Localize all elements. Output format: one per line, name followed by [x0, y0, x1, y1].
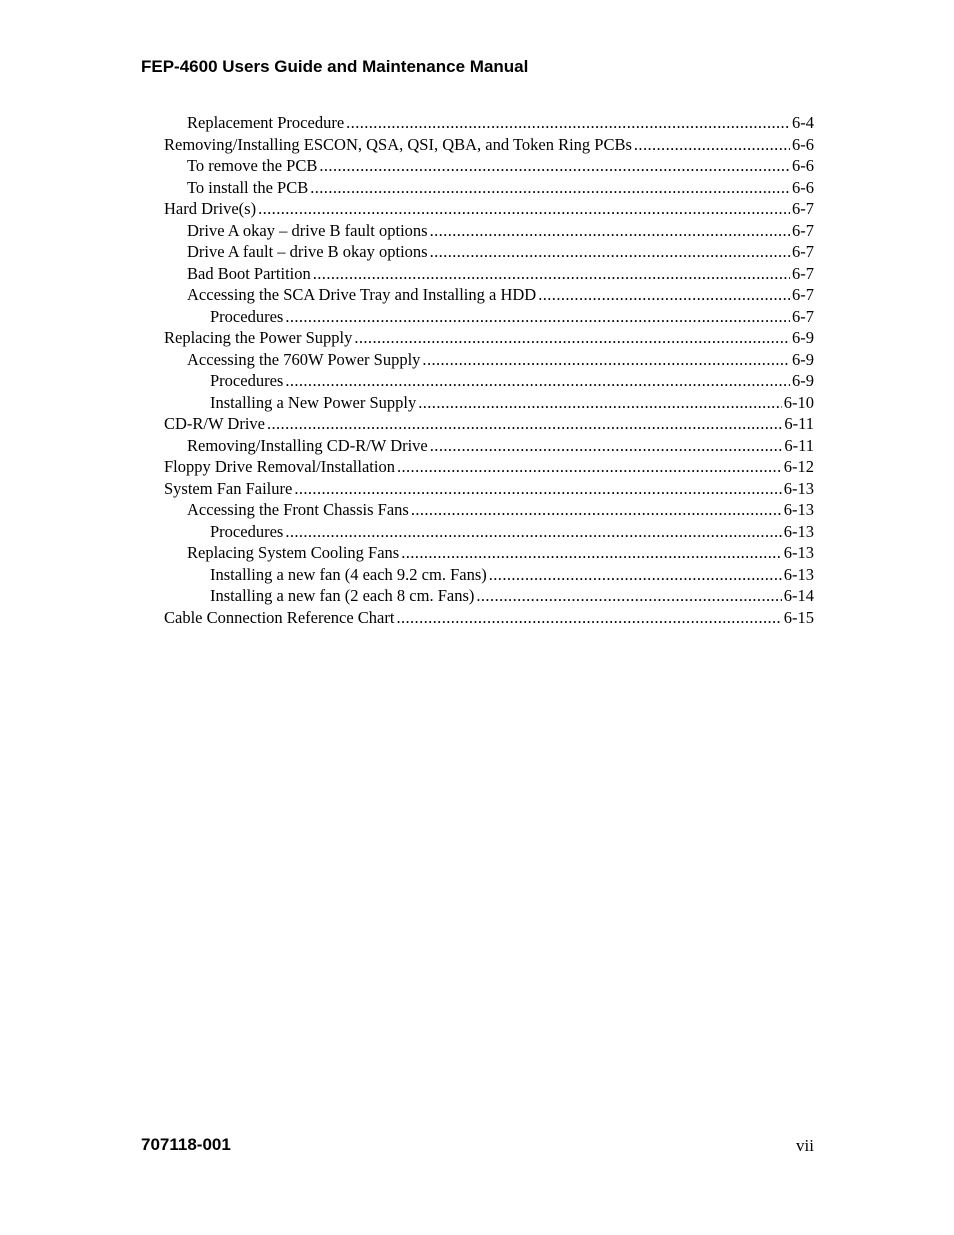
toc-entry-title: Accessing the 760W Power Supply — [187, 349, 421, 369]
toc-entry[interactable] — [164, 542, 814, 564]
toc-entry-title: Accessing the Front Chassis Fans — [187, 500, 409, 519]
toc-entry[interactable] — [164, 177, 814, 199]
toc-leader-dots — [346, 112, 790, 134]
toc-entry-page: 6-9 — [792, 371, 814, 390]
toc-entry-title: CD-R/W Drive — [164, 414, 265, 433]
toc-entry-title: Installing a new fan (4 each 9.2 cm. Fans) — [210, 564, 487, 584]
toc-entry-title: Cable Connection Reference Chart — [164, 607, 395, 627]
toc-leader-dots — [396, 607, 781, 629]
toc-entry-title: Procedures — [210, 306, 284, 326]
toc-leader-dots — [258, 198, 790, 220]
toc-leader-dots — [430, 241, 790, 263]
toc-entry[interactable] — [164, 327, 814, 349]
toc-entry-page: 6-7 — [792, 306, 814, 326]
toc-entry-page: 6-15 — [783, 607, 814, 627]
toc-entry-title: Drive A okay – drive B fault options — [187, 220, 428, 240]
toc-entry-page: 6-6 — [792, 134, 814, 154]
toc-entry-title: To remove the PCB — [187, 156, 318, 175]
toc-entry[interactable] — [164, 349, 814, 371]
toc-entry[interactable] — [164, 220, 814, 242]
toc-entry-page: 6-12 — [783, 457, 814, 476]
toc-entry[interactable] — [164, 370, 814, 392]
toc-leader-dots — [430, 220, 790, 242]
toc-entry-title: Removing/Installing CD-R/W Drive — [187, 435, 428, 455]
toc-entry[interactable] — [164, 198, 814, 220]
toc-entry-page: 6-9 — [792, 328, 814, 347]
toc-entry[interactable] — [164, 241, 814, 263]
toc-entry-title: Replacement Procedure — [187, 113, 345, 132]
toc-entry[interactable] — [164, 134, 814, 156]
toc-entry-title: System Fan Failure — [164, 478, 293, 498]
toc-leader-dots — [401, 542, 782, 564]
toc-entry[interactable] — [164, 521, 814, 543]
toc-entry-page: 6-6 — [792, 156, 814, 175]
toc-entry[interactable] — [164, 263, 814, 285]
toc-leader-dots — [319, 155, 790, 177]
toc-entry[interactable] — [164, 435, 814, 457]
toc-entry-page: 6-7 — [792, 199, 814, 218]
toc-entry-title: Removing/Installing ESCON, QSA, QSI, QBA, and Token Ring PCBs — [164, 134, 632, 154]
toc-leader-dots — [310, 177, 790, 199]
toc-entry-page: 6-13 — [783, 521, 814, 541]
toc-entry-page: 6-7 — [792, 263, 814, 283]
footer-document-number: 707118-001 — [141, 1135, 231, 1154]
toc-leader-dots — [411, 499, 782, 521]
toc-entry[interactable] — [164, 499, 814, 521]
toc-entry-page: 6-11 — [784, 414, 814, 433]
toc-entry[interactable] — [164, 306, 814, 328]
toc-entry[interactable] — [164, 585, 814, 607]
toc-leader-dots — [538, 284, 790, 306]
toc-leader-dots — [634, 134, 790, 156]
toc-leader-dots — [285, 370, 790, 392]
toc-entry-title: Bad Boot Partition — [187, 263, 311, 283]
toc-leader-dots — [285, 306, 790, 328]
toc-entry-page: 6-14 — [783, 586, 814, 605]
toc-entry-page: 6-13 — [783, 543, 814, 562]
toc-entry-title: To install the PCB — [187, 177, 309, 197]
toc-entry-title: Installing a new fan (2 each 8 cm. Fans) — [210, 586, 475, 605]
toc-entry-page: 6-13 — [783, 500, 814, 519]
toc-entry-page: 6-11 — [784, 435, 814, 455]
toc-entry-page: 6-6 — [792, 177, 814, 197]
toc-leader-dots — [489, 564, 782, 586]
toc-leader-dots — [354, 327, 790, 349]
toc-leader-dots — [267, 413, 782, 435]
toc-leader-dots — [418, 392, 782, 414]
toc-entry-title: Drive A fault – drive B okay options — [187, 242, 428, 261]
toc-entry-page: 6-13 — [783, 478, 814, 498]
toc-leader-dots — [294, 478, 781, 500]
toc-entry[interactable] — [164, 112, 814, 134]
table-of-contents — [164, 112, 814, 628]
toc-entry-title: Accessing the SCA Drive Tray and Installing a HDD — [187, 285, 537, 304]
toc-entry-page: 6-10 — [783, 392, 814, 412]
toc-leader-dots — [397, 456, 782, 478]
toc-leader-dots — [422, 349, 790, 371]
toc-entry[interactable] — [164, 155, 814, 177]
toc-leader-dots — [285, 521, 781, 543]
toc-entry-title: Floppy Drive Removal/Installation — [164, 457, 395, 476]
toc-entry-page: 6-9 — [792, 349, 814, 369]
toc-entry-title: Hard Drive(s) — [164, 199, 257, 218]
toc-entry[interactable] — [164, 392, 814, 414]
toc-entry-title: Replacing System Cooling Fans — [187, 543, 400, 562]
toc-entry[interactable] — [164, 564, 814, 586]
toc-entry-page: 6-7 — [792, 285, 814, 304]
toc-entry-page: 6-7 — [792, 242, 814, 261]
toc-entry-page: 6-13 — [783, 564, 814, 584]
toc-entry[interactable] — [164, 456, 814, 478]
toc-entry[interactable] — [164, 413, 814, 435]
toc-entry-title: Procedures — [210, 521, 284, 541]
toc-entry-title: Procedures — [210, 371, 284, 390]
toc-entry[interactable] — [164, 284, 814, 306]
toc-entry-page: 6-7 — [792, 220, 814, 240]
page-header-title: FEP-4600 Users Guide and Maintenance Manual — [141, 57, 529, 76]
toc-leader-dots — [313, 263, 790, 285]
toc-entry[interactable] — [164, 607, 814, 629]
toc-entry-title: Replacing the Power Supply — [164, 328, 353, 347]
footer-page-number: vii — [796, 1136, 814, 1155]
toc-entry[interactable] — [164, 478, 814, 500]
toc-leader-dots — [476, 585, 781, 607]
toc-leader-dots — [430, 435, 783, 457]
toc-entry-page: 6-4 — [792, 113, 814, 132]
toc-entry-title: Installing a New Power Supply — [210, 392, 417, 412]
